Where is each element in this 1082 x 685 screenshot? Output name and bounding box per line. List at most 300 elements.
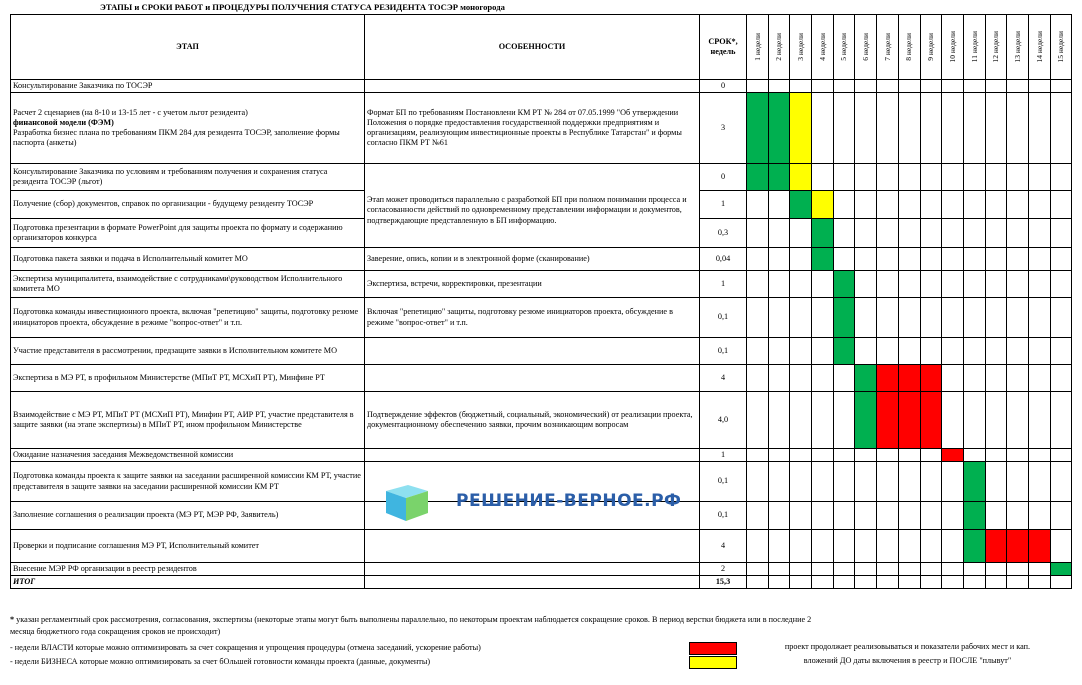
gantt-cell [985, 248, 1007, 271]
gantt-cell [812, 80, 834, 93]
gantt-cell [1007, 502, 1029, 530]
gantt-cell [1028, 392, 1050, 449]
gantt-cell [985, 80, 1007, 93]
gantt-cell [855, 576, 877, 589]
gantt-cell [365, 576, 700, 589]
gantt-cell [747, 392, 769, 449]
gantt-cell [1007, 338, 1029, 365]
gantt-cell [768, 80, 790, 93]
features-cell-merged: Этап может проводиться параллельно с разработкой БП при полном понимании процесса и согласованности действий по одновременному представлении информации и документов, подтверждающие представленную в БП информацию. [365, 164, 700, 248]
gantt-cell [855, 164, 877, 191]
week-header: 1 недели [747, 15, 769, 80]
gantt-cell [942, 271, 964, 298]
gantt-cell [942, 530, 964, 563]
gantt-cell [1050, 93, 1072, 164]
gantt-cell [790, 298, 812, 338]
gantt-cell [877, 219, 899, 248]
gantt-cell [790, 449, 812, 462]
gantt-cell [877, 93, 899, 164]
gantt-cell [985, 576, 1007, 589]
gantt-cell [1050, 502, 1072, 530]
gantt-cell [985, 502, 1007, 530]
gantt-cell [1007, 576, 1029, 589]
gantt-cell-green [963, 502, 985, 530]
term-cell: 4 [700, 530, 747, 563]
gantt-cell [963, 576, 985, 589]
gantt-cell [920, 164, 942, 191]
gantt-cell [1050, 365, 1072, 392]
stage-cell: Внесение МЭР РФ организации в реестр резидентов [11, 563, 365, 576]
gantt-cell-green [812, 248, 834, 271]
gantt-cell [963, 248, 985, 271]
stage-cell: Экспертиза в МЭ РТ, в профильном Министерстве (МПиТ РТ, МСХиП РТ), Минфине РТ [11, 365, 365, 392]
gantt-cell [833, 449, 855, 462]
week-header: 4 недели [812, 15, 834, 80]
term-cell: 1 [700, 271, 747, 298]
gantt-cell [963, 365, 985, 392]
gantt-cell [812, 502, 834, 530]
gantt-cell-green [833, 338, 855, 365]
week-header: 7 недели [877, 15, 899, 80]
gantt-cell [877, 248, 899, 271]
gantt-cell-green [855, 392, 877, 449]
gantt-cell [768, 576, 790, 589]
gantt-cell-red [920, 392, 942, 449]
gantt-cell [942, 563, 964, 576]
gantt-cell [985, 563, 1007, 576]
gantt-cell [985, 462, 1007, 502]
gantt-cell [1050, 191, 1072, 219]
gantt-cell [768, 248, 790, 271]
gantt-cell [812, 449, 834, 462]
gantt-cell [920, 530, 942, 563]
gantt-cell [855, 530, 877, 563]
gantt-cell [920, 576, 942, 589]
gantt-cell [1007, 271, 1029, 298]
term-cell: 0 [700, 164, 747, 191]
table-row [11, 530, 1072, 563]
gantt-cell [985, 219, 1007, 248]
gantt-cell [898, 219, 920, 248]
gantt-cell [877, 298, 899, 338]
footnote-4: - недели БИЗНЕСА которые можно оптимизировать за счет бОльшей готовности команды проекта (данные, документы) [10, 657, 431, 666]
gantt-cell [1007, 93, 1029, 164]
gantt-cell [877, 338, 899, 365]
term-cell: 1 [700, 449, 747, 462]
gantt-cell [898, 449, 920, 462]
legend-text-2: вложений ДО даты включения в реестр и ПОСЛЕ "плывут" [803, 656, 1012, 665]
gantt-cell [790, 271, 812, 298]
gantt-cell [985, 298, 1007, 338]
gantt-cell [833, 365, 855, 392]
gantt-cell [1028, 191, 1050, 219]
gantt-cell [833, 93, 855, 164]
term-cell: 0,1 [700, 462, 747, 502]
gantt-cell [942, 392, 964, 449]
gantt-cell [985, 392, 1007, 449]
gantt-cell [920, 462, 942, 502]
gantt-cell [855, 563, 877, 576]
gantt-cell-green [963, 530, 985, 563]
gantt-cell-green [963, 462, 985, 502]
term-cell: 3 [700, 93, 747, 164]
gantt-cell [920, 93, 942, 164]
gantt-cell [877, 502, 899, 530]
gantt-cell [1028, 271, 1050, 298]
table-row [11, 338, 1072, 365]
gantt-cell [898, 502, 920, 530]
gantt-cell [833, 530, 855, 563]
gantt-cell [833, 248, 855, 271]
gantt-cell [747, 576, 769, 589]
table-row [11, 298, 1072, 338]
header-row [11, 15, 1072, 80]
gantt-cell [790, 502, 812, 530]
gantt-cell [898, 576, 920, 589]
week-header: 3 недели [790, 15, 812, 80]
gantt-cell [833, 576, 855, 589]
gantt-cell-green [812, 219, 834, 248]
gantt-cell [877, 271, 899, 298]
gantt-cell [1028, 502, 1050, 530]
gantt-cell-yellow [790, 93, 812, 164]
footnote-3: - недели ВЛАСТИ которые можно оптимизировать за счет сокращения и упрощения процедуры (отмена заседаний, ускорение работы) [10, 643, 481, 652]
gantt-cell [898, 191, 920, 219]
gantt-cell [963, 449, 985, 462]
total-value: 15,3 [700, 576, 747, 589]
gantt-cell [1050, 449, 1072, 462]
week-header: 9 недели [920, 15, 942, 80]
gantt-cell [1050, 392, 1072, 449]
stage-cell: Подготовка команды инвестиционного проекта, включая "репетицию" защиты, подготовку резюме инициаторов проекта, обсуждение в режиме "вопрос-ответ" и т.п. [11, 298, 365, 338]
gantt-cell [1007, 563, 1029, 576]
gantt-cell [790, 563, 812, 576]
gantt-cell [942, 219, 964, 248]
table-row [11, 248, 1072, 271]
gantt-cell [790, 365, 812, 392]
watermark-text: РЕШЕНИЕ-ВЕРНОЕ.РФ [456, 491, 682, 511]
gantt-cell [790, 248, 812, 271]
table-row [11, 392, 1072, 449]
gantt-cell [790, 338, 812, 365]
features-cell [365, 563, 700, 576]
gantt-cell [1028, 164, 1050, 191]
term-cell: 0,1 [700, 502, 747, 530]
gantt-cell [898, 338, 920, 365]
gantt-cell [942, 93, 964, 164]
features-cell: Подтверждение эффектов (бюджетный, социальный, экономический) от реализации проекта, документационному обеспечению заявки, прочим возникающим вопросам [365, 392, 700, 449]
gantt-cell [1050, 576, 1072, 589]
gantt-cell-red [877, 392, 899, 449]
gantt-cell-green [747, 164, 769, 191]
gantt-cell [768, 191, 790, 219]
gantt-cell-red [898, 392, 920, 449]
gantt-cell [963, 219, 985, 248]
gantt-cell [1007, 298, 1029, 338]
gantt-cell [920, 502, 942, 530]
gantt-cell [963, 338, 985, 365]
gantt-cell-green [855, 365, 877, 392]
gantt-cell [768, 338, 790, 365]
gantt-cell [963, 392, 985, 449]
gantt-cell [920, 298, 942, 338]
gantt-cell-green [747, 93, 769, 164]
gantt-cell [790, 576, 812, 589]
gantt-cell [833, 392, 855, 449]
gantt-cell [942, 462, 964, 502]
gantt-cell [1028, 219, 1050, 248]
gantt-cell [790, 462, 812, 502]
week-header: 8 недели [898, 15, 920, 80]
gantt-cell [768, 219, 790, 248]
week-header: 5 недели [833, 15, 855, 80]
gantt-cell [1028, 298, 1050, 338]
gantt-cell [833, 219, 855, 248]
table-row [11, 365, 1072, 392]
stage-cell: Консультирование Заказчика по условиям и требованиям получения и сохранения статуса резидента ТОСЭР (льгот) [11, 164, 365, 191]
gantt-cell [985, 338, 1007, 365]
gantt-cell-green [790, 191, 812, 219]
gantt-cell-green [1050, 563, 1072, 576]
gantt-cell [963, 191, 985, 219]
gantt-cell [747, 338, 769, 365]
gantt-cell [920, 191, 942, 219]
features-cell [365, 530, 700, 563]
gantt-cell [855, 248, 877, 271]
gantt-cell [963, 80, 985, 93]
gantt-cell [812, 93, 834, 164]
gantt-cell [1007, 365, 1029, 392]
gantt-cell [920, 449, 942, 462]
week-header: 14 недели [1028, 15, 1050, 80]
table-row [11, 563, 1072, 576]
stage-cell: Подготовка команды проекта к защите заявки на заседании расширенной комиссии КМ РТ, участие представителя в защите заявки на заседании расширенной комиссии КМ РТ [11, 462, 365, 502]
gantt-cell [790, 219, 812, 248]
gantt-cell [1028, 576, 1050, 589]
gantt-cell [747, 298, 769, 338]
gantt-cell [877, 191, 899, 219]
table-row [11, 271, 1072, 298]
gantt-cell [768, 462, 790, 502]
legend-red-swatch [689, 642, 737, 655]
gantt-cell-green [833, 271, 855, 298]
stage-cell: Взаимодействие с МЭ РТ, МПиТ РТ (МСХиП РТ), Минфин РТ, АИР РТ, участие представителя в защите заявки (на этапе экспертизы) в МПиТ РТ, ином профильном Министерстве [11, 392, 365, 449]
gantt-cell [1007, 219, 1029, 248]
gantt-cell [768, 502, 790, 530]
footnote-2: месяца бюджетного года сокращения сроков не происходит) [10, 627, 221, 636]
gantt-cell-green [833, 298, 855, 338]
gantt-cell [985, 271, 1007, 298]
features-cell [365, 338, 700, 365]
term-cell: 4 [700, 365, 747, 392]
gantt-cell [747, 80, 769, 93]
gantt-cell [1007, 462, 1029, 502]
stage-cell: Подготовка презентации в формате PowerPoint для защиты проекта по формату и содержанию организаторов конкурса [11, 219, 365, 248]
gantt-cell [963, 563, 985, 576]
stage-cell: Заполнение соглашения о реализации проекта (МЭ РТ, МЭР РФ, Заявитель) [11, 502, 365, 530]
gantt-cell [1050, 248, 1072, 271]
features-cell: Включая "репетицию" защиты, подготовку резюме инициаторов проекта, обсуждение в режиме "вопрос-ответ" и т.п. [365, 298, 700, 338]
gantt-cell [942, 365, 964, 392]
document-title: ЭТАПЫ и СРОКИ РАБОТ и ПРОЦЕДУРЫ ПОЛУЧЕНИЯ СТАТУСА РЕЗИДЕНТА ТОСЭР моногорода [100, 2, 505, 12]
gantt-cell-green [768, 93, 790, 164]
table-row [11, 164, 1072, 191]
gantt-cell-yellow [790, 164, 812, 191]
gantt-cell [1050, 219, 1072, 248]
gantt-cell [833, 462, 855, 502]
gantt-cell-green [768, 164, 790, 191]
gantt-cell [877, 449, 899, 462]
gantt-cell [833, 164, 855, 191]
gantt-cell [855, 462, 877, 502]
gantt-cell [985, 365, 1007, 392]
gantt-cell [790, 392, 812, 449]
gantt-cell [833, 80, 855, 93]
gantt-cell [855, 449, 877, 462]
gantt-cell [1028, 462, 1050, 502]
gantt-cell [942, 164, 964, 191]
gantt-cell [877, 164, 899, 191]
term-cell: 0 [700, 80, 747, 93]
stage-cell: Ожидание назначения заседания Межведомственной комиссии [11, 449, 365, 462]
gantt-cell [747, 502, 769, 530]
gantt-cell [1028, 449, 1050, 462]
gantt-cell [812, 298, 834, 338]
gantt-cell [898, 563, 920, 576]
table-row [11, 93, 1072, 164]
gantt-cell [1050, 80, 1072, 93]
gantt-cell [1050, 338, 1072, 365]
gantt-cell [1050, 164, 1072, 191]
gantt-cell [855, 338, 877, 365]
gantt-cell [920, 271, 942, 298]
stage-cell: Подготовка пакета заявки и подача в Исполнительный комитет МО [11, 248, 365, 271]
gantt-cell [855, 80, 877, 93]
header-features: ОСОБЕННОСТИ [365, 15, 700, 80]
watermark-logo [378, 481, 682, 523]
total-row [11, 576, 1072, 589]
term-cell: 4,0 [700, 392, 747, 449]
gantt-cell [920, 80, 942, 93]
gantt-cell [747, 219, 769, 248]
gantt-cell [768, 449, 790, 462]
gantt-cell [963, 271, 985, 298]
total-label: ИТОГ [11, 576, 365, 589]
gantt-cell-red [985, 530, 1007, 563]
gantt-cell-yellow [812, 191, 834, 219]
gantt-cell [1028, 563, 1050, 576]
gantt-cell [812, 462, 834, 502]
gantt-cell [985, 191, 1007, 219]
gantt-cell [790, 530, 812, 563]
features-cell [365, 80, 700, 93]
week-header: 10 недели [942, 15, 964, 80]
gantt-cell [898, 164, 920, 191]
gantt-cell [855, 219, 877, 248]
gantt-cell [812, 392, 834, 449]
gantt-cell [920, 219, 942, 248]
gantt-cell [768, 392, 790, 449]
gantt-cell [963, 93, 985, 164]
gantt-cell [768, 563, 790, 576]
week-header: 15 недели [1050, 15, 1072, 80]
gantt-cell [877, 530, 899, 563]
gantt-cell [833, 502, 855, 530]
stage-cell: Расчет 2 сценариев (на 8-10 и 13-15 лет - с учетом льгот резидента) финансовой модели (ФЭМ) Разработка бизнес плана по требованиям ПКМ 284 для резидента ТОСЭР, заполнение формы паспорта (анкеты) [11, 93, 365, 164]
gantt-cell [942, 298, 964, 338]
term-cell: 0,1 [700, 338, 747, 365]
cube-icon [378, 481, 448, 523]
legend-text-1: проект продолжает реализовываться и показатели рабочих мест и кап. [784, 642, 1031, 651]
gantt-cell [812, 530, 834, 563]
header-term: СРОК*, недель [700, 15, 747, 80]
features-cell [365, 449, 700, 462]
gantt-cell [812, 271, 834, 298]
table-row [11, 80, 1072, 93]
gantt-cell [877, 462, 899, 502]
gantt-cell [855, 298, 877, 338]
week-header: 2 недели [768, 15, 790, 80]
gantt-cell [920, 248, 942, 271]
gantt-cell [833, 563, 855, 576]
gantt-cell [942, 502, 964, 530]
gantt-cell [898, 248, 920, 271]
gantt-cell [855, 271, 877, 298]
gantt-cell-red [1007, 530, 1029, 563]
gantt-cell [963, 164, 985, 191]
gantt-cell [790, 80, 812, 93]
gantt-cell [898, 93, 920, 164]
gantt-cell [747, 271, 769, 298]
gantt-cell [812, 576, 834, 589]
footnote-1: * указан регламентный срок рассмотрения, согласования, экспертизы (некоторые этапы могут быть выполнены параллельно, по некоторым проектам наблюдается сокращение сроков. В период верстки бюджета или в последние 2 [10, 615, 812, 624]
header-stage: ЭТАП [11, 15, 365, 80]
features-cell: Формат БП по требованиям Постановлени КМ РТ № 284 от 07.05.1999 "Об утверждении Положения о порядке предоставления государственной поддержки предприятиям и организациям, реализующим инвестиционные проекты в Республике Татарстан" и формы согласно ПКМ РТ №61 [365, 93, 700, 164]
gantt-cell [768, 530, 790, 563]
gantt-cell [855, 191, 877, 219]
week-header: 6 недели [855, 15, 877, 80]
gantt-cell [898, 462, 920, 502]
gantt-cell [942, 248, 964, 271]
gantt-cell-red [942, 449, 964, 462]
gantt-cell [1007, 191, 1029, 219]
gantt-cell [1007, 392, 1029, 449]
gantt-cell [1050, 271, 1072, 298]
gantt-cell [812, 365, 834, 392]
gantt-cell [833, 191, 855, 219]
gantt-cell [942, 338, 964, 365]
gantt-cell [812, 338, 834, 365]
term-cell: 0,3 [700, 219, 747, 248]
gantt-cell [747, 365, 769, 392]
gantt-cell [963, 298, 985, 338]
term-cell: 0,04 [700, 248, 747, 271]
gantt-cell [1007, 164, 1029, 191]
features-cell: Заверение, опись, копии и в электронной форме (сканирование) [365, 248, 700, 271]
gantt-cell [985, 93, 1007, 164]
gantt-cell [942, 80, 964, 93]
gantt-cell [747, 449, 769, 462]
gantt-cell [747, 248, 769, 271]
gantt-cell-red [877, 365, 899, 392]
gantt-cell [768, 298, 790, 338]
week-header: 11 недели [963, 15, 985, 80]
features-cell: Экспертиза, встречи, корректировки, презентации [365, 271, 700, 298]
term-cell: 2 [700, 563, 747, 576]
gantt-cell [1050, 462, 1072, 502]
table-row [11, 449, 1072, 462]
gantt-cell [1007, 248, 1029, 271]
